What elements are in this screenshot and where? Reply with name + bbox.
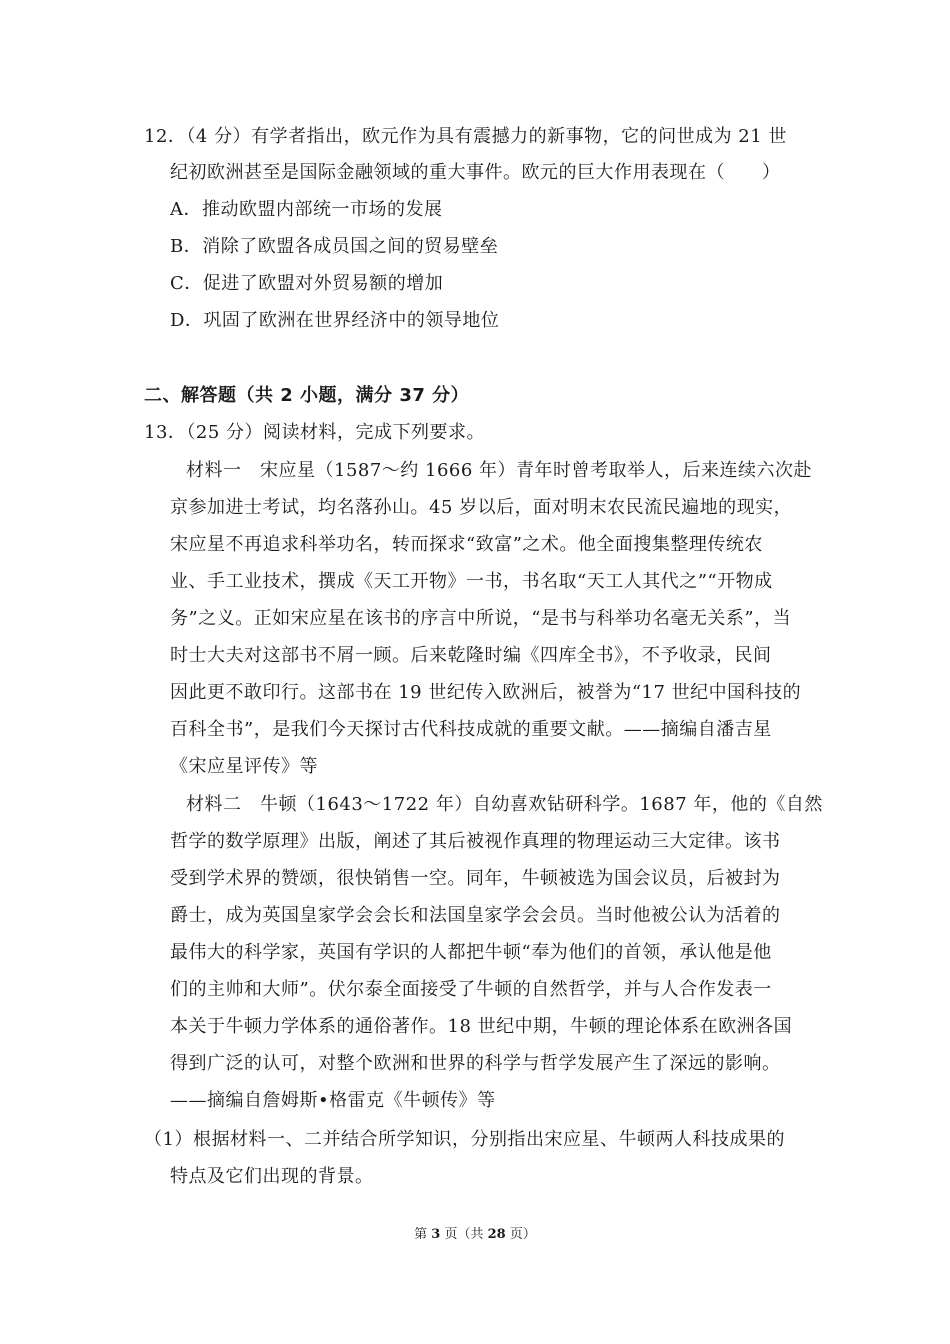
material2-line-4: 爵士，成为英国皇家学会会长和法国皇家学会会员。当时他被公认为活着的	[170, 905, 781, 926]
material2-line-5: 最伟大的科学家，英国有学识的人都把牛顿“奉为他们的首领，承认他是他	[170, 942, 772, 963]
q12-option-d: D．巩固了欧洲在世界经济中的领导地位	[170, 310, 500, 331]
material2-line-7: 本关于牛顿力学体系的通俗著作。18 世纪中期，牛顿的理论体系在欧洲各国	[170, 1016, 793, 1037]
material1-line-6: 时士大夫对这部书不屑一顾。后来乾隆时编《四库全书》，不予收录，民间	[170, 645, 772, 666]
footer-prefix: 第	[414, 1227, 432, 1242]
material1-line-2: 京参加进士考试，均名落孙山。45 岁以后，面对明末农民流民遍地的现实，	[170, 497, 793, 518]
footer-page-number: 3	[431, 1227, 441, 1242]
material1-line-8: 百科全书”，是我们今天探讨古代科技成就的重要文献。——摘编自潘吉星	[170, 719, 772, 740]
footer-suffix: 页）	[505, 1227, 536, 1242]
material1-line-5: 务”之义。正如宋应星在该书的序言中所说，“是书与科举功名毫无关系”，当	[170, 608, 792, 629]
material2-line-1: 材料二 牛顿（1643～1722 年）自幼喜欢钻研科学。1687 年，他的《自然	[186, 794, 823, 815]
material1-line-1: 材料一 宋应星（1587～约 1666 年）青年时曾考取举人，后来连续六次赴	[186, 460, 813, 481]
material2-line-8: 得到广泛的认可，对整个欧洲和世界的科学与哲学发展产生了深远的影响。	[170, 1053, 781, 1074]
footer-total-pages: 28	[487, 1227, 506, 1242]
q12-option-a: A．推动欧盟内部统一市场的发展	[170, 199, 443, 220]
q12-line-1: 12．（4 分）有学者指出，欧元作为具有震撼力的新事物，它的问世成为 21 世	[144, 126, 787, 147]
material1-line-9: 《宋应星评传》等	[170, 756, 318, 777]
material2-line-2: 哲学的数学原理》出版，阐述了其后被视作真理的物理运动三大定律。该书	[170, 831, 781, 852]
material1-line-4: 业、手工业技术，撰成《天工开物》一书，书名取“天工人其代之”“开物成	[170, 571, 773, 592]
q13-sub1-line-1: （1）根据材料一、二并结合所学知识，分别指出宋应星、牛顿两人科技成果的	[144, 1129, 785, 1150]
footer-middle: 页（共	[440, 1227, 488, 1242]
q12-option-c: C．促进了欧盟对外贸易额的增加	[170, 273, 444, 294]
section-2-title: 二、解答题（共 2 小题，满分 37 分）	[144, 385, 470, 406]
material2-line-3: 受到学术界的赞颂，很快销售一空。同年，牛顿被选为国会议员，后被封为	[170, 868, 781, 889]
q12-option-b: B．消除了欧盟各成员国之间的贸易壁垒	[170, 236, 499, 257]
page-footer	[0, 1226, 950, 1244]
q12-line-2: 纪初欧洲甚至是国际金融领域的重大事件。欧元的巨大作用表现在（ ）	[170, 162, 781, 183]
material2-line-9: ——摘编自詹姆斯•格雷克《牛顿传》等	[170, 1090, 496, 1111]
q13-sub1-line-2: 特点及它们出现的背景。	[170, 1166, 374, 1187]
q13-stem: 13．（25 分）阅读材料，完成下列要求。	[144, 422, 486, 443]
material1-line-7: 因此更不敢印行。这部书在 19 世纪传入欧洲后，被誉为“17 世纪中国科技的	[170, 682, 802, 703]
material2-line-6: 们的主帅和大师”。伏尔泰全面接受了牛顿的自然哲学，并与人合作发表一	[170, 979, 772, 1000]
material1-line-3: 宋应星不再追求科举功名，转而探求“致富”之术。他全面搜集整理传统农	[170, 534, 763, 555]
